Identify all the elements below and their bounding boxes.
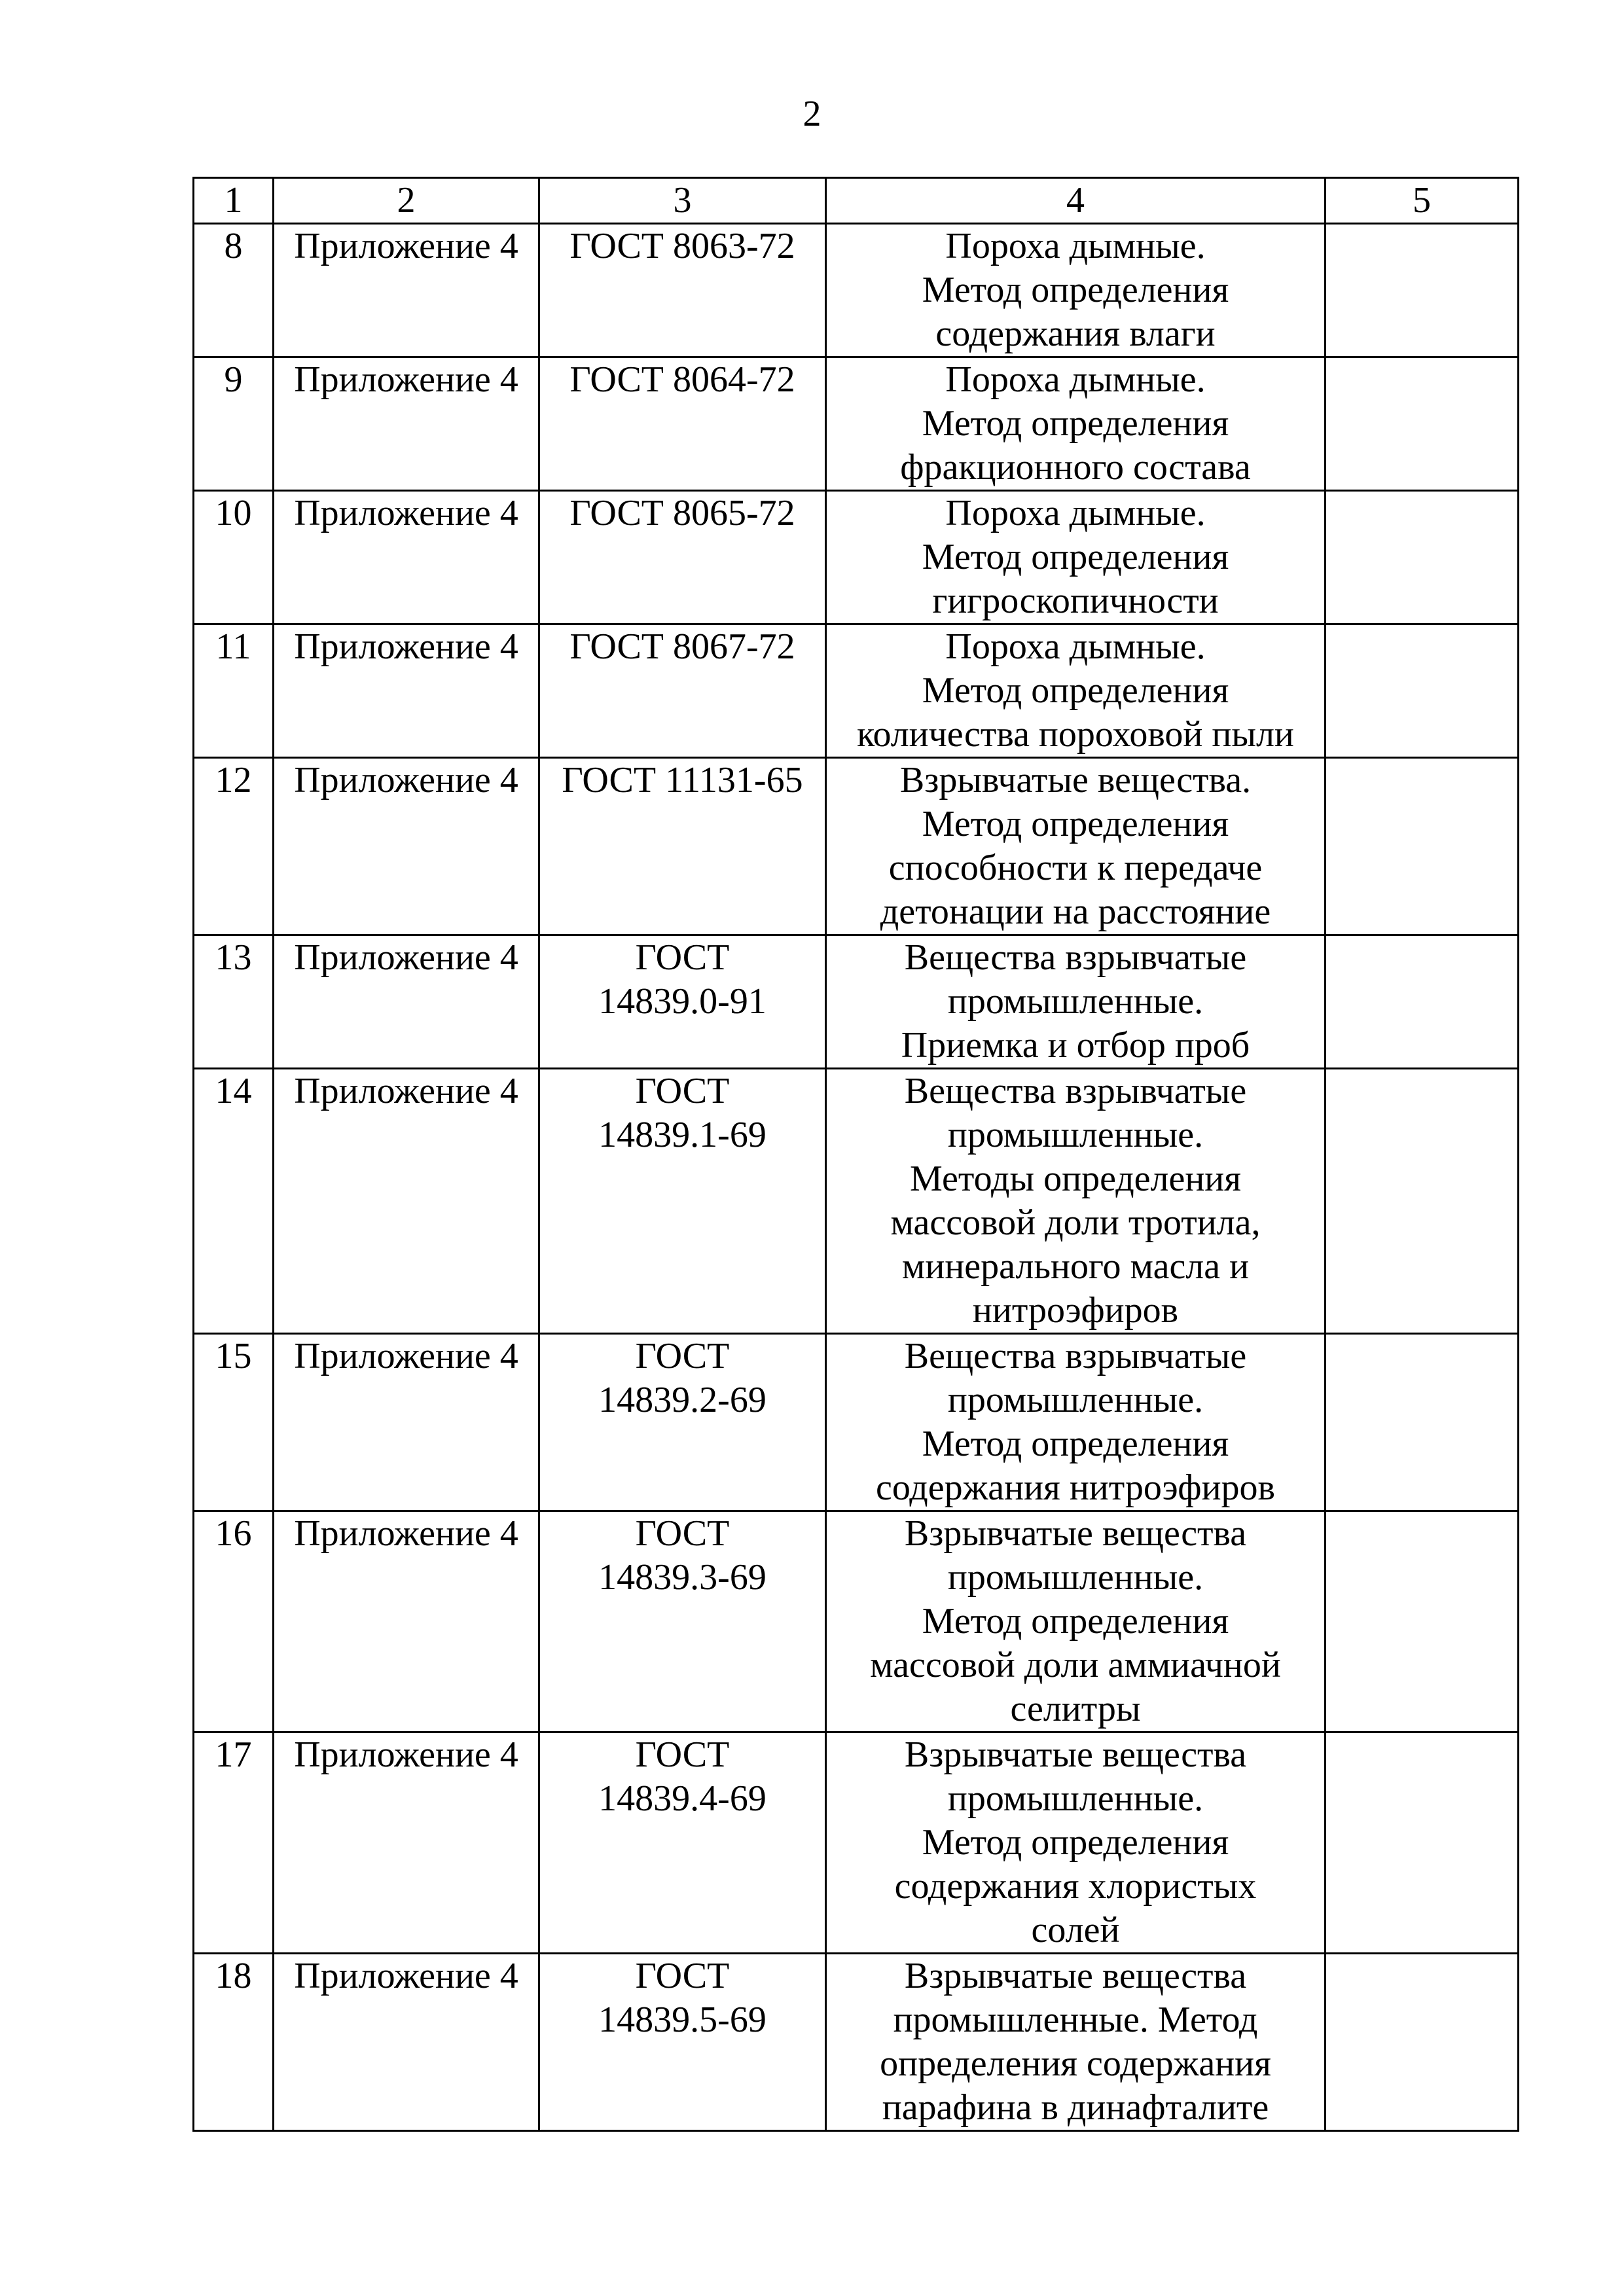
title-line: Пороха дымные. bbox=[945, 359, 1206, 400]
title-line: парафина в динафталите bbox=[882, 2087, 1269, 2128]
header-col-1: 1 bbox=[194, 178, 274, 224]
note-cell bbox=[1326, 1069, 1519, 1334]
title-cell bbox=[826, 1732, 1326, 1954]
table-row bbox=[194, 1732, 1519, 1954]
row-number: 10 bbox=[194, 491, 274, 624]
row-number: 12 bbox=[194, 758, 274, 935]
title-cell bbox=[826, 1954, 1326, 2131]
title-line: Пороха дымные. bbox=[945, 493, 1206, 533]
header-col-2: 2 bbox=[274, 178, 539, 224]
title-line: минерального масла и bbox=[901, 1246, 1250, 1287]
header-col-4: 4 bbox=[826, 178, 1326, 224]
title-line: Метод определения bbox=[922, 403, 1229, 444]
title-line: массовой доли аммиачной bbox=[870, 1645, 1281, 1685]
table-row bbox=[194, 1954, 1519, 2131]
note-cell bbox=[1326, 491, 1519, 624]
gost-cell bbox=[539, 357, 826, 491]
title-line: Взрывчатые вещества bbox=[904, 1513, 1247, 1554]
note-cell bbox=[1326, 624, 1519, 758]
appendix-cell: Приложение 4 bbox=[274, 1954, 539, 2131]
title-line: содержания влаги bbox=[935, 314, 1216, 354]
gost-line: ГОСТ bbox=[635, 937, 730, 978]
title-line: Вещества взрывчатые bbox=[904, 1336, 1247, 1376]
note-cell bbox=[1326, 224, 1519, 357]
title-line: Метод определения bbox=[922, 1601, 1229, 1641]
title-line: промышленные. Метод bbox=[893, 2000, 1258, 2040]
title-line: Пороха дымные. bbox=[945, 226, 1206, 266]
gost-line: ГОСТ 8064-72 bbox=[569, 359, 795, 400]
page-number: 2 bbox=[803, 94, 821, 134]
title-cell bbox=[826, 624, 1326, 758]
table-header bbox=[194, 178, 1519, 224]
title-line: промышленные. bbox=[947, 1778, 1204, 1819]
title-line: промышленные. bbox=[947, 1557, 1204, 1598]
row-number: 16 bbox=[194, 1511, 274, 1732]
gost-cell bbox=[539, 1732, 826, 1954]
title-cell bbox=[826, 1069, 1326, 1334]
title-cell bbox=[826, 224, 1326, 357]
table-body bbox=[194, 224, 1519, 2131]
title-line: Метод определения bbox=[922, 1424, 1229, 1464]
appendix-cell: Приложение 4 bbox=[274, 1511, 539, 1732]
title-line: промышленные. bbox=[947, 1115, 1204, 1155]
title-line: содержания нитроэфиров bbox=[875, 1467, 1275, 1508]
title-line: способности к передаче bbox=[888, 848, 1263, 888]
gost-line: ГОСТ bbox=[635, 1071, 730, 1111]
row-number: 8 bbox=[194, 224, 274, 357]
appendix-cell: Приложение 4 bbox=[274, 935, 539, 1069]
gost-line: 14839.2-69 bbox=[598, 1380, 767, 1420]
appendix-cell: Приложение 4 bbox=[274, 1334, 539, 1511]
title-cell bbox=[826, 1511, 1326, 1732]
appendix-cell: Приложение 4 bbox=[274, 1732, 539, 1954]
gost-line: ГОСТ bbox=[635, 1336, 730, 1376]
title-line: промышленные. bbox=[947, 1380, 1204, 1420]
title-line: Пороха дымные. bbox=[945, 626, 1206, 667]
title-line: массовой доли тротила, bbox=[890, 1202, 1261, 1243]
title-line: Методы определения bbox=[909, 1158, 1242, 1199]
title-line: Метод определения bbox=[922, 1822, 1229, 1863]
title-line: гигроскопичности bbox=[932, 581, 1219, 621]
gost-cell bbox=[539, 1334, 826, 1511]
gost-cell bbox=[539, 624, 826, 758]
gost-cell bbox=[539, 1954, 826, 2131]
gost-cell bbox=[539, 1511, 826, 1732]
title-line: Вещества взрывчатые bbox=[904, 937, 1247, 978]
row-number: 13 bbox=[194, 935, 274, 1069]
header-row bbox=[194, 178, 1519, 224]
table-row bbox=[194, 758, 1519, 935]
gost-line: ГОСТ bbox=[635, 1956, 730, 1996]
note-cell bbox=[1326, 758, 1519, 935]
gost-line: 14839.0-91 bbox=[598, 981, 767, 1022]
row-number: 11 bbox=[194, 624, 274, 758]
gost-cell bbox=[539, 1069, 826, 1334]
title-line: солей bbox=[1031, 1910, 1120, 1950]
gost-line: ГОСТ 8063-72 bbox=[569, 226, 795, 266]
gost-line: 14839.3-69 bbox=[598, 1557, 767, 1598]
title-line: нитроэфиров bbox=[972, 1290, 1179, 1331]
table-row bbox=[194, 935, 1519, 1069]
appendix-cell: Приложение 4 bbox=[274, 758, 539, 935]
title-cell bbox=[826, 491, 1326, 624]
gost-cell bbox=[539, 935, 826, 1069]
row-number: 14 bbox=[194, 1069, 274, 1334]
appendix-cell: Приложение 4 bbox=[274, 624, 539, 758]
row-number: 15 bbox=[194, 1334, 274, 1511]
appendix-cell: Приложение 4 bbox=[274, 1069, 539, 1334]
title-cell bbox=[826, 935, 1326, 1069]
row-number: 9 bbox=[194, 357, 274, 491]
title-line: содержания хлористых bbox=[894, 1866, 1257, 1907]
note-cell bbox=[1326, 357, 1519, 491]
title-line: селитры bbox=[1010, 1689, 1141, 1729]
gost-line: 14839.4-69 bbox=[598, 1778, 767, 1819]
gost-line: ГОСТ 8065-72 bbox=[569, 493, 795, 533]
title-cell bbox=[826, 1334, 1326, 1511]
row-number: 18 bbox=[194, 1954, 274, 2131]
gost-cell bbox=[539, 224, 826, 357]
appendix-cell: Приложение 4 bbox=[274, 491, 539, 624]
header-col-5: 5 bbox=[1326, 178, 1519, 224]
title-cell bbox=[826, 758, 1326, 935]
title-line: Взрывчатые вещества bbox=[904, 1956, 1247, 1996]
table-row bbox=[194, 1069, 1519, 1334]
gost-cell bbox=[539, 491, 826, 624]
table-row bbox=[194, 1511, 1519, 1732]
title-cell bbox=[826, 357, 1326, 491]
title-line: Метод определения bbox=[922, 804, 1229, 844]
table-row bbox=[194, 624, 1519, 758]
note-cell bbox=[1326, 1334, 1519, 1511]
table-row bbox=[194, 357, 1519, 491]
note-cell bbox=[1326, 1954, 1519, 2131]
title-line: Взрывчатые вещества. bbox=[899, 760, 1252, 800]
note-cell bbox=[1326, 1732, 1519, 1954]
table-row bbox=[194, 224, 1519, 357]
title-line: Приемка и отбор проб bbox=[901, 1025, 1250, 1066]
gost-line: ГОСТ 11131-65 bbox=[562, 760, 803, 800]
note-cell bbox=[1326, 935, 1519, 1069]
title-line: Вещества взрывчатые bbox=[904, 1071, 1247, 1111]
gost-line: 14839.5-69 bbox=[598, 2000, 767, 2040]
note-cell bbox=[1326, 1511, 1519, 1732]
title-line: Взрывчатые вещества bbox=[904, 1734, 1247, 1775]
title-line: определения содержания bbox=[880, 2043, 1271, 2084]
table-row bbox=[194, 491, 1519, 624]
gost-cell bbox=[539, 758, 826, 935]
row-number: 17 bbox=[194, 1732, 274, 1954]
title-line: Метод определения bbox=[922, 670, 1229, 711]
title-line: Метод определения bbox=[922, 537, 1229, 577]
header-col-3: 3 bbox=[539, 178, 826, 224]
gost-line: ГОСТ 8067-72 bbox=[569, 626, 795, 667]
gost-line: ГОСТ bbox=[635, 1513, 730, 1554]
title-line: детонации на расстояние bbox=[880, 891, 1271, 932]
standards-table bbox=[192, 177, 1519, 2132]
appendix-cell: Приложение 4 bbox=[274, 357, 539, 491]
title-line: промышленные. bbox=[947, 981, 1204, 1022]
appendix-cell: Приложение 4 bbox=[274, 224, 539, 357]
table-row bbox=[194, 1334, 1519, 1511]
title-line: фракционного состава bbox=[900, 447, 1251, 488]
title-line: количества пороховой пыли bbox=[857, 714, 1294, 755]
gost-line: 14839.1-69 bbox=[598, 1115, 767, 1155]
title-line: Метод определения bbox=[922, 270, 1229, 310]
gost-line: ГОСТ bbox=[635, 1734, 730, 1775]
